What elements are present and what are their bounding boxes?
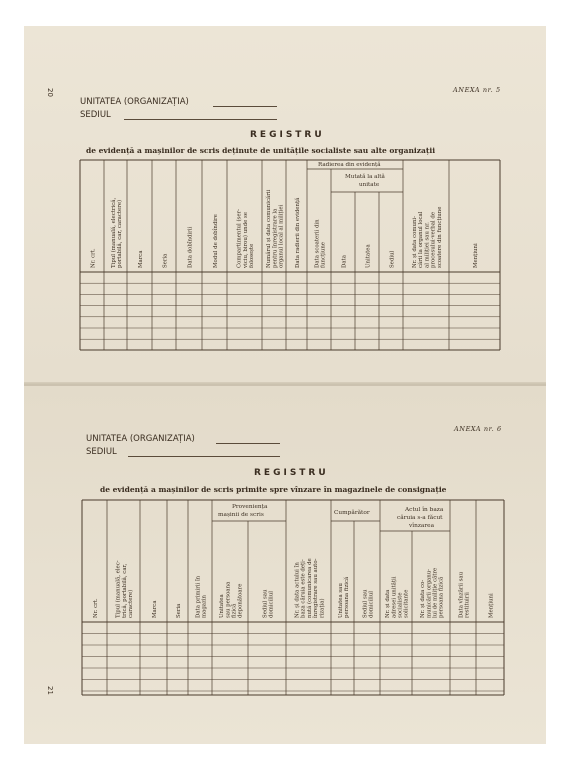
column-header-top-12-line-0: Sediul	[389, 250, 396, 268]
register-subtitle-bottom: de evidență a mașinilor de scris primite spre vînzare în magazinele de consignație	[100, 485, 447, 494]
register-title-bottom: REGISTRU	[254, 468, 329, 478]
column-header-bottom-10-line-0: Nr. și data	[385, 589, 392, 618]
column-header-top-2-line-0: Marca	[137, 250, 144, 268]
column-header-top-7-line-1: pentru înregistrare la	[272, 208, 279, 268]
column-header-top-1-line-0: Tipul (manuală, electrică,	[110, 197, 117, 268]
annex-label-top: ANEXA nr. 5	[453, 86, 501, 94]
column-header-bottom-7-line-0: Nr. și data actului în	[294, 562, 301, 618]
column-header-top-13-line-3: procesului-verbal de	[430, 211, 437, 268]
column-header-top-14-line-0: Mențiuni	[472, 243, 479, 268]
column-header-bottom-1-line-2: caractere)	[128, 589, 135, 618]
column-header-bottom-7-line-2: nută (comunicarea de	[306, 558, 313, 618]
column-header-top-11-line-0: Unitatea	[365, 244, 372, 268]
column-header-bottom-5-line-2: fizică	[231, 603, 238, 618]
column-header-bottom-13-line-0: Mențiuni	[488, 593, 495, 618]
unit-label-top: UNITATEA (ORGANIZAȚIA)	[80, 97, 189, 107]
column-header-top-13-line-4: scoatere din funcțiune	[436, 206, 443, 268]
column-header-top-4-line-0: Data dobîndirii	[187, 226, 194, 268]
column-header-top-13-line-2: al miliției sau nr.	[424, 222, 431, 268]
column-header-top-0-line-0: Nr. crt.	[90, 248, 97, 268]
column-header-bottom-8-line-0: Unitatea sau	[337, 583, 344, 618]
column-header-top-6-line-0: Compartimentul (ser-	[236, 209, 243, 268]
register-subtitle-top: de evidență a mașinilor de scris deținute de unitățile socialiste sau alte organizații	[86, 146, 436, 155]
column-header-bottom-0-line-0: Nr. crt.	[92, 598, 99, 618]
column-header-top-3-line-0: Seria	[162, 253, 169, 268]
seat-label-top: SEDIUL	[80, 110, 111, 120]
column-header-bottom-2-line-0: Marca	[151, 600, 158, 618]
column-header-bottom-10-line-3: solicitante	[403, 589, 410, 618]
column-header-bottom-11-line-2: lui de miliție către	[432, 567, 439, 618]
group-header-actul-3: vînzarea	[409, 523, 435, 529]
column-header-bottom-11-line-3: persoana fizică	[438, 576, 445, 618]
column-header-top-7-line-2: organul local al miliției	[278, 204, 285, 268]
column-header-bottom-11-line-1: municării organu-	[426, 568, 433, 618]
column-header-bottom-1-line-0: Tipul (manuală, elec-	[115, 560, 122, 618]
column-header-top-10-line-0: Data	[341, 255, 348, 268]
column-header-bottom-5-line-1: sau persoana	[225, 581, 232, 618]
column-header-bottom-7-line-4: rizația)	[319, 598, 326, 618]
column-header-bottom-11-line-0: Nr. și data co-	[420, 579, 427, 618]
column-header-bottom-10-line-1: adresei unității	[391, 576, 398, 618]
column-header-bottom-4-line-1: magazin	[201, 594, 208, 618]
group-header-mutata-1: Mutată la altă	[345, 174, 385, 180]
group-header-provenienta-1: Proveniența	[232, 504, 268, 510]
column-header-top-6-line-2: folosește	[249, 243, 256, 268]
column-header-bottom-6-line-0: Sediul sau	[262, 589, 269, 618]
page-number-bottom: 21	[46, 686, 54, 695]
column-header-top-9-line-0: Data scoaterii din	[314, 219, 321, 268]
column-header-bottom-12-line-0: Data vînzării sau	[458, 571, 465, 618]
column-header-top-13-line-1: cării la organul local	[418, 211, 425, 268]
group-header-actul-1: Actul în baza	[405, 507, 444, 513]
seat-label-bottom: SEDIUL	[86, 447, 117, 457]
column-header-top-9-line-1: funcțiune	[320, 242, 327, 268]
column-header-bottom-1-line-1: trică, portabilă, car,	[121, 563, 128, 618]
column-header-bottom-10-line-2: socialiste	[397, 592, 404, 618]
column-header-bottom-12-line-1: restituirii	[464, 592, 471, 618]
annex-label-bottom: ANEXA nr. 6	[454, 425, 502, 433]
column-header-bottom-9-line-1: domiciliul	[368, 591, 375, 618]
column-header-bottom-7-line-3: înregistrare sau auto-	[313, 558, 320, 618]
column-header-top-13-line-0: Nr. și data comuni-	[412, 216, 418, 268]
column-header-top-7-line-0: Numărul și data comunicării	[266, 189, 273, 268]
column-header-bottom-6-line-1: domiciliul	[268, 591, 275, 618]
column-header-top-1-line-1: portabilă, car, caractere)	[117, 199, 123, 268]
group-header-actul-2: căruia s-a făcut	[397, 515, 443, 521]
column-header-bottom-5-line-0: Unitatea	[219, 594, 226, 618]
column-header-bottom-7-line-1: baza căruia este deți-	[300, 559, 307, 618]
column-header-bottom-3-line-0: Seria	[175, 603, 182, 618]
column-header-bottom-9-line-0: Sediul sau	[362, 589, 369, 618]
column-header-top-8-line-0: Data radierii din evidență	[294, 197, 301, 268]
page-number-top: 20	[46, 88, 54, 97]
column-header-top-5-line-0: Modul de dobîndire	[212, 214, 219, 268]
column-header-bottom-8-line-1: persoana fizică	[344, 576, 350, 618]
column-header-bottom-5-line-3: deponătoare	[237, 583, 244, 618]
group-header-provenienta-2: mașinii de scris	[218, 512, 264, 518]
unit-label-bottom: UNITATEA (ORGANIZAȚIA)	[86, 434, 195, 444]
column-header-top-6-line-1: viciu, birou) unde se	[242, 212, 249, 268]
column-header-bottom-4-line-0: Data primirii în	[195, 575, 202, 618]
group-header-radierea: Radierea din evidență	[318, 162, 381, 168]
register-title-top: REGISTRU	[250, 130, 325, 140]
group-header-cumparator: Cumpărător	[334, 510, 370, 516]
group-header-mutata-2: unitate	[359, 182, 380, 188]
